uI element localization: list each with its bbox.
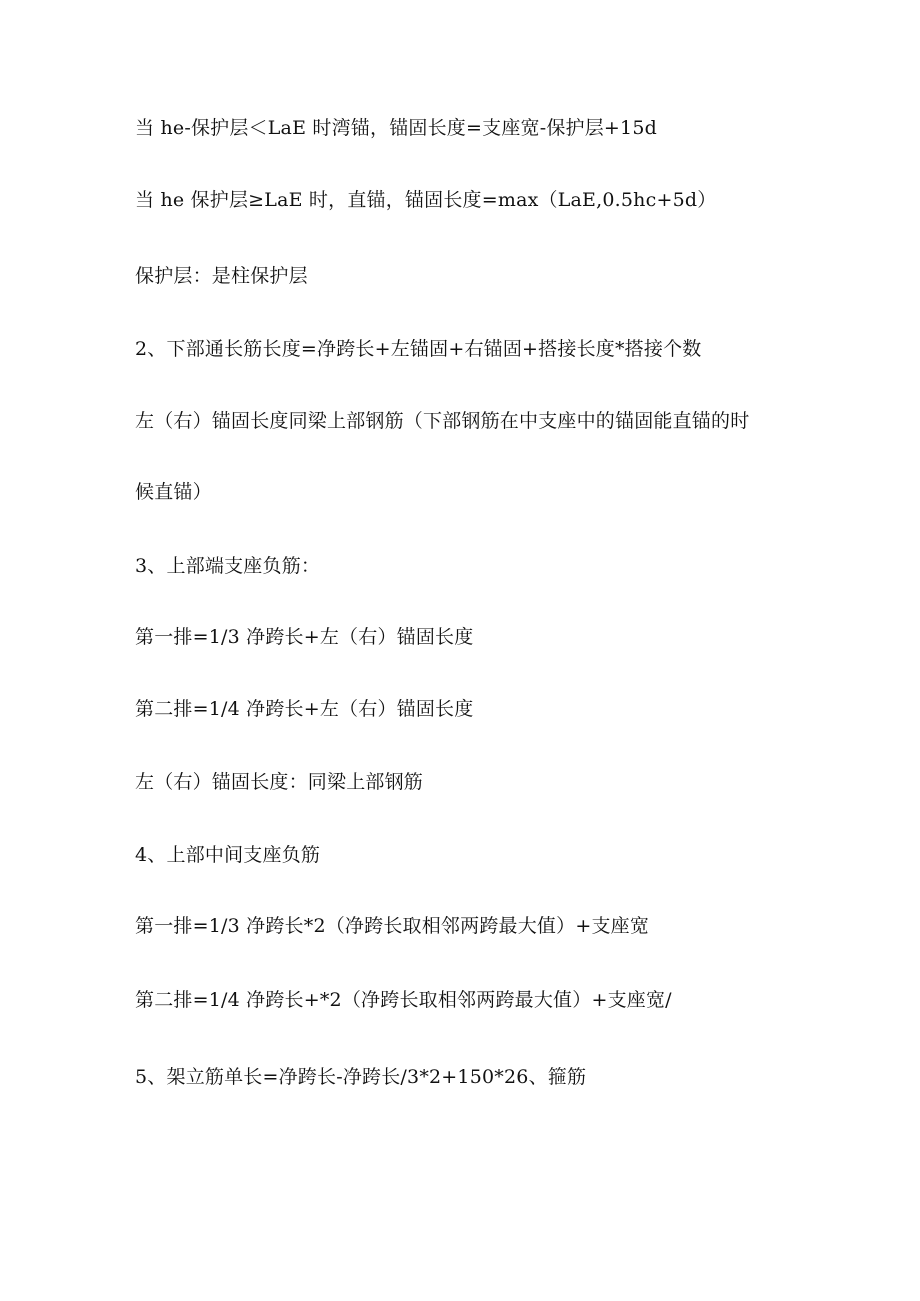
text-line-end-support-heading: 3、上部端支座负筋：	[135, 555, 321, 577]
text-line-erection-bar: 5、架立筋单长=净跨长-净跨长/3*2+150*26、箍筋	[135, 1066, 587, 1088]
text-line-end-anchor-note: 左（右）锚固长度：同梁上部钢筋	[135, 771, 424, 793]
text-line-anchor-note-cont: 候直锚）	[135, 481, 212, 503]
text-line-end-second-row: 第二排=1/4 净跨长+左（右）锚固长度	[135, 698, 474, 720]
text-line-middle-second-row: 第二排=1/4 净跨长+*2（净跨长取相邻两跨最大值）+支座宽/	[135, 989, 672, 1011]
text-line-anchor-note: 左（右）锚固长度同梁上部钢筋（下部钢筋在中支座中的锚固能直锚的时	[135, 410, 750, 432]
text-line-bottom-rebar: 2、下部通长筋长度=净跨长+左锚固+右锚固+搭接长度*搭接个数	[135, 338, 702, 360]
text-line-end-first-row: 第一排=1/3 净跨长+左（右）锚固长度	[135, 626, 474, 648]
text-line-cover-note: 保护层：是柱保护层	[135, 265, 308, 287]
text-line-middle-first-row: 第一排=1/3 净跨长*2（净跨长取相邻两跨最大值）+支座宽	[135, 915, 650, 937]
text-line-bent-anchor: 当 he-保护层＜LaE 时湾锚，锚固长度=支座宽-保护层+15d	[135, 117, 657, 139]
text-line-middle-support-heading: 4、上部中间支座负筋	[135, 844, 321, 866]
text-line-straight-anchor: 当 he 保护层≥LaE 时，直锚，锚固长度=max（LaE,0.5hc+5d）	[135, 189, 717, 211]
